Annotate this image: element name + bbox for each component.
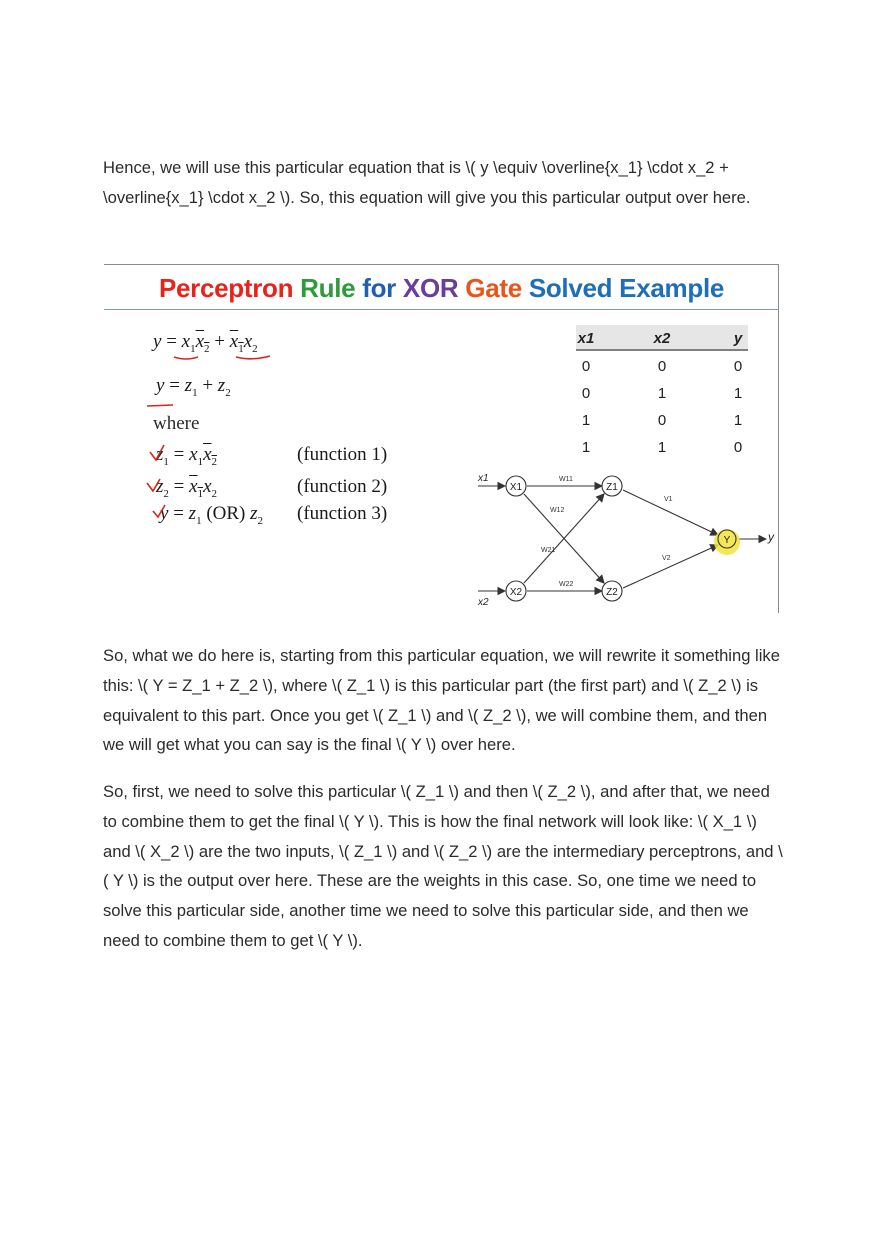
- node-z2-label: Z2: [606, 587, 618, 598]
- paragraph-network: So, first, we need to solve this particular \( Z_1 \) and then \( Z_2 \), and after that, we need to combine them to get the final \( Y \). This is how the final network will look like: \( X_1 \) and \( X_2 \) are the two inputs, \( Z_1 \) and \( Z_2 \) are the intermediary perceptrons, and \( Y \) is the output over here. These are the weights in this case. So, one time we need to solve this particular side, another time we need to solve this particular side, and then we need to combine them to get \( Y \).: [103, 782, 783, 950]
- function-3-label: (function 3): [297, 503, 388, 524]
- where-label: where: [153, 413, 200, 434]
- equation-y-xor: $y = x_1x_2 + x_1x_2$: [153, 331, 258, 355]
- function-2-label: (function 2): [297, 476, 388, 497]
- weight-v1: V1: [664, 496, 673, 503]
- truth-table-cell: 0: [657, 358, 667, 375]
- title-word-xor: XOR: [402, 273, 466, 303]
- truth-table-body: [582, 358, 742, 456]
- paragraph-intro: Hence, we will use this particular equation that is \( y \equiv \overline{x_1} \cdot x_2 + \overline{x_1} \cdot x_2 \). So, this equation will give you this particular output over here.: [103, 158, 751, 207]
- truth-table-cell: 0: [581, 385, 591, 402]
- input-x2-label: x2: [478, 597, 489, 608]
- output-y-label: y: [768, 530, 774, 544]
- node-y-label: Y: [723, 535, 731, 546]
- weight-w12: W12: [550, 507, 565, 514]
- truth-table-cell: 1: [657, 385, 667, 402]
- node-z1-label: Z1: [606, 482, 618, 493]
- truth-table-cell: 1: [657, 439, 667, 456]
- title-word-gate: Gate: [465, 273, 529, 303]
- weight-w11: W11: [559, 476, 573, 483]
- edge-v2: [623, 545, 718, 588]
- input-x1-label: x1: [478, 473, 489, 484]
- equation-z1: $z_1 = x_1x_2$: [156, 444, 217, 468]
- truth-table-cell: 1: [733, 412, 743, 429]
- truth-table-cell: 0: [657, 412, 667, 429]
- annotation-marks: [104, 265, 779, 614]
- weight-w22: W22: [559, 581, 574, 588]
- or-label: (OR): [206, 503, 246, 524]
- truth-table-cell: 0: [733, 358, 743, 375]
- title-word-solved-example: Solved Example: [528, 273, 725, 303]
- truth-table-cell: 0: [733, 439, 743, 456]
- paragraph-rewrite: So, what we do here is, starting from this particular equation, we will rewrite it something like this: \( Y = Z_1 + Z_2 \), where \( Z_1 \) is this particular part (the first part) and \( Z_2 \) is equivalent to this part. Once you get \( Z_1 \) and \( Z_2 \), we will combine them, and then we will get what you can say is the final \( Y \) over here.: [103, 646, 780, 755]
- weight-v2: V2: [662, 555, 671, 562]
- function-1-label: (function 1): [297, 444, 388, 465]
- equation-y-or: $y = z_1$ (OR) $z_2$: [160, 503, 264, 527]
- node-x2-label: X2: [509, 587, 523, 598]
- check-mark-3: [153, 505, 165, 517]
- underline-term-2: [236, 356, 270, 359]
- network-nodes: [506, 476, 736, 601]
- truth-table-header-y: y: [733, 330, 743, 347]
- truth-table-header-x2: x2: [653, 330, 671, 347]
- node-x1-label: X1: [509, 482, 523, 493]
- title-word-perceptron: Perceptron: [158, 273, 301, 303]
- equation-y-sum: $y = z_1 + z_2$: [156, 375, 231, 399]
- title-word-rule: Rule: [300, 273, 363, 303]
- underline-term-1: [174, 357, 198, 359]
- underline-y: [147, 405, 173, 406]
- check-mark-2: [147, 479, 160, 491]
- perceptron-xor-figure: [104, 264, 779, 613]
- truth-table-cell: 1: [581, 412, 591, 429]
- truth-table-cell: 1: [733, 385, 743, 402]
- truth-table-cell: 1: [581, 439, 591, 456]
- check-mark-1: [150, 445, 164, 460]
- title-word-for: for: [362, 273, 403, 303]
- weight-w21: W21: [541, 547, 556, 554]
- truth-table-header-x1: x1: [577, 330, 595, 347]
- truth-table-cell: 0: [581, 358, 591, 375]
- equation-z2: $z_2 = x_1x_2$: [156, 476, 217, 500]
